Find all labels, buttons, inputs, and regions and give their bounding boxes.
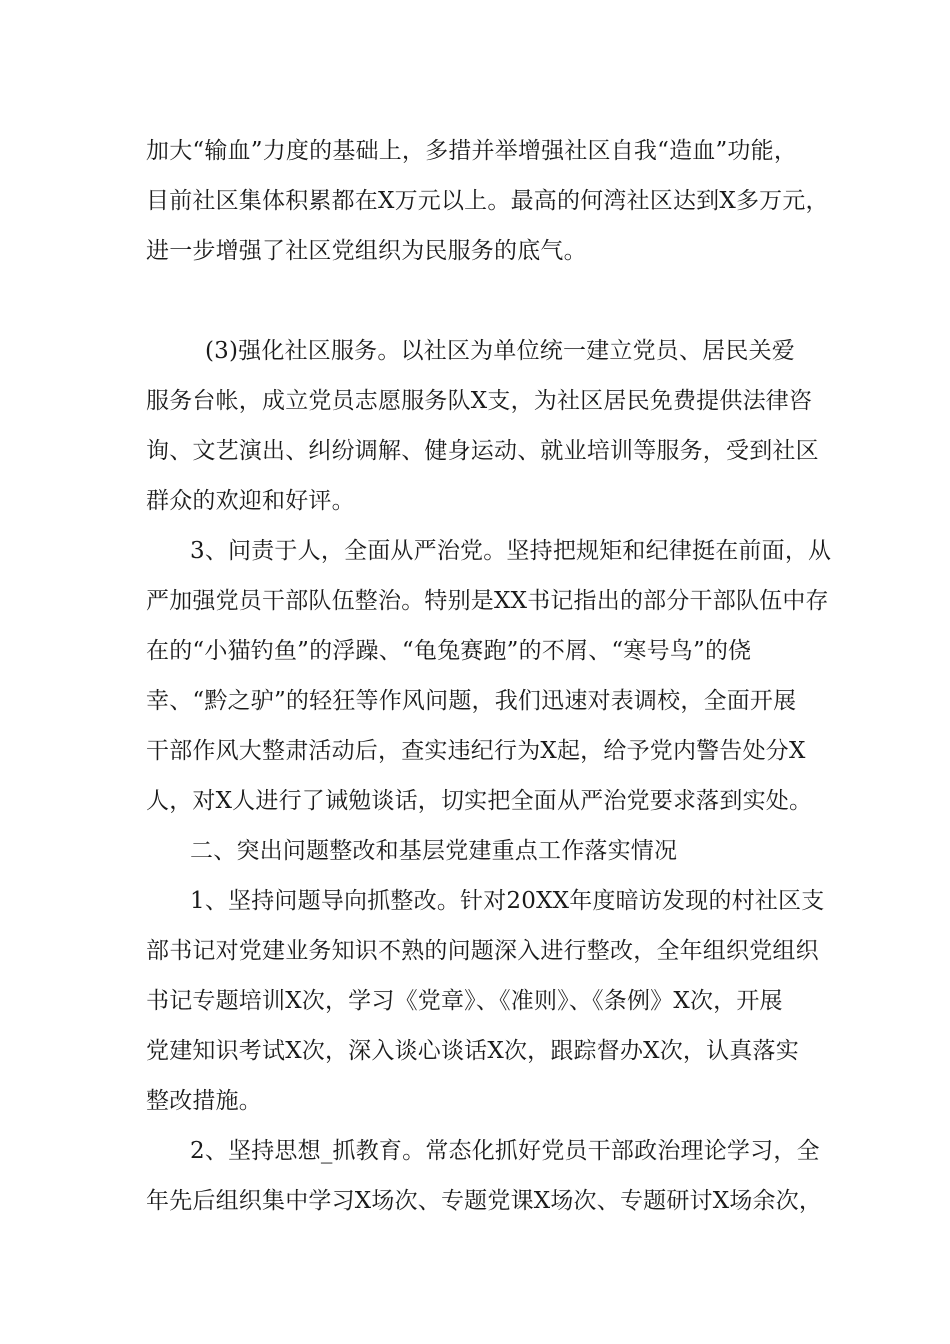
text-line: 加大“输血”力度的基础上，多措并举增强社区自我“造血”功能， [146,138,798,164]
text-line: 干部作风大整肃活动后，查实违纪行为X起，给予党内警告处分X [146,738,806,764]
text-line: 在的“小猫钓鱼”的浮躁、“龟兔赛跑”的不屑、“寒号鸟”的侥 [146,638,752,664]
text-line: 严加强党员干部队伍整治。特别是XX书记指出的部分干部队伍中存 [146,588,829,614]
text-line: (3)强化社区服务。以社区为单位统一建立党员、居民关爱 [205,338,795,364]
text-line: 人，对X人进行了诫勉谈话，切实把全面从严治党要求落到实处。 [146,788,813,814]
text-line: 3、问责于人，全面从严治党。坚持把规矩和纪律挺在前面，从 [190,538,832,564]
text-line: 书记专题培训X次，学习《党章》、《准则》、《条例》X次，开展 [146,988,783,1014]
text-line: 服务台帐，成立党员志愿服务队X支，为社区居民免费提供法律咨 [146,388,813,414]
text-line: 群众的欢迎和好评。 [146,488,355,514]
text-line: 年先后组织集中学习X场次、专题党课X场次、专题研讨X场余次， [146,1188,823,1214]
text-line: 进一步增强了社区党组织为民服务的底气。 [146,238,587,264]
text-line: 目前社区集体积累都在X万元以上。最高的何湾社区达到X多万元， [146,188,829,214]
text-line: 党建知识考试X次，深入谈心谈话X次，跟踪督办X次，认真落实 [146,1038,799,1064]
text-line: 整改措施。 [146,1088,262,1114]
text-line: 幸、“黔之驴”的轻狂等作风问题，我们迅速对表调校，全面开展 [146,688,797,714]
text-line: 2、坚持思想_抓教育。常态化抓好党员干部政治理论学习，全 [190,1138,820,1164]
section-heading: 二、突出问题整改和基层党建重点工作落实情况 [190,838,678,864]
text-line: 部书记对党建业务知识不熟的问题深入进行整改，全年组织党组织 [146,938,819,964]
text-line: 询、文艺演出、纠纷调解、健身运动、就业培训等服务，受到社区 [146,438,819,464]
text-line: 1、坚持问题导向抓整改。针对20XX年度暗访发现的村社区支 [190,888,825,914]
